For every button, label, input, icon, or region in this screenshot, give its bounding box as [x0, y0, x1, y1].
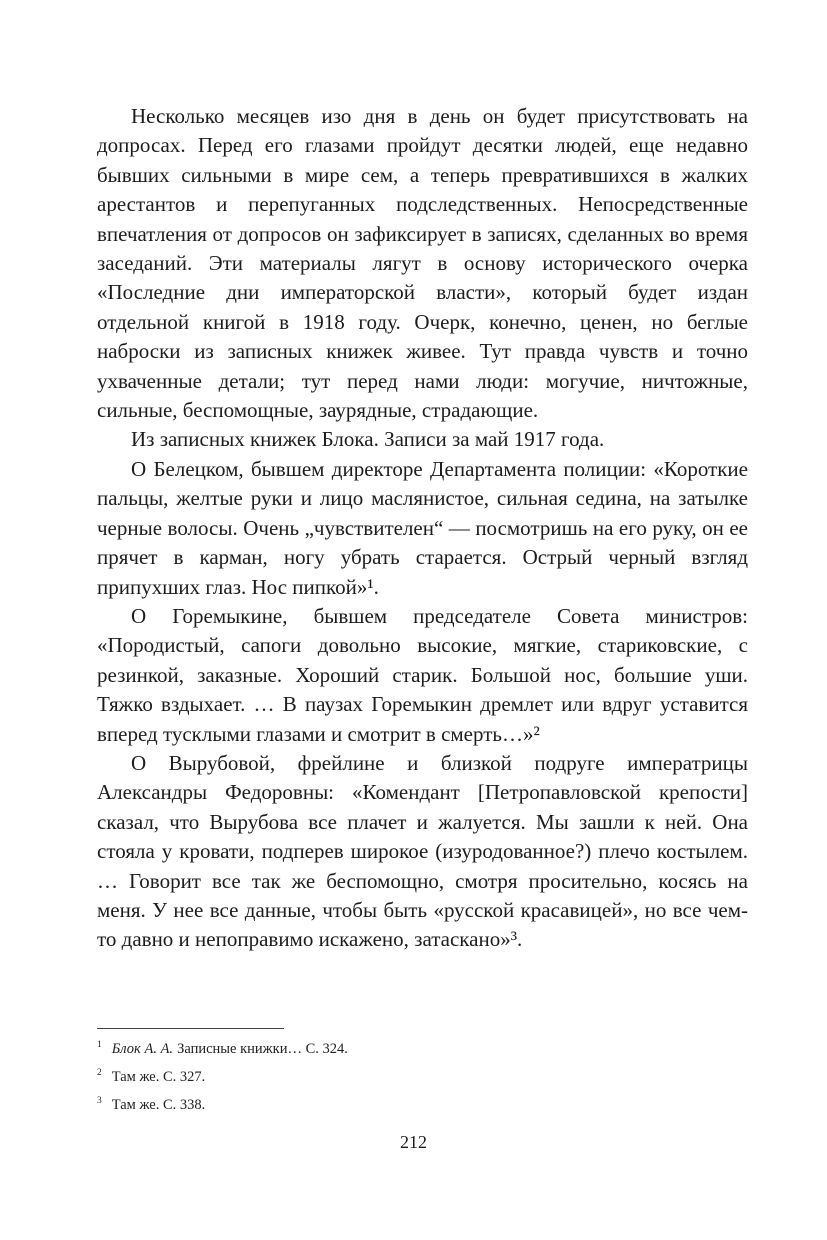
- footnote: [97, 1068, 748, 1087]
- body-text: [97, 102, 748, 955]
- footnotes-section: [97, 1028, 748, 1124]
- footnote-marker: 2: [97, 1068, 102, 1079]
- page-number: 212: [400, 1132, 427, 1152]
- paragraph: О Белецком, бывшем директоре Департамента полиции: «Короткие пальцы, желтые руки и лицо маслянистое, сильная седина, на затылке черные волосы. Очень „чувствителен“ — посмотришь на его руку, он ее прячет в карман, ногу убрать старается. Острый черный взгляд припухших глаз. Нос пипкой»¹.: [97, 456, 748, 599]
- footnote: [97, 1040, 748, 1059]
- footnote: [97, 1096, 748, 1115]
- paragraph: Несколько месяцев изо дня в день он будет присутствовать на допросах. Перед его глазами пройдут десятки людей, еще недавно бывших сильными в мире сем, а теперь превратившихся в жалких арестантов и перепуганных подследственных. Непосредственные впечатления от допросов он зафиксирует в записях, сделанных во время заседаний. Эти материалы лягут в основу исторического очерка «Последние дни императорской власти», который будет издан отдельной книгой в 1918 году. Очерк, конечно, ценен, но беглые наброски из записных книжек живее. Тут правда чувств и точно ухваченные детали; тут перед нами люди: могучие, ничтожные, сильные, беспомощные, заурядные, страдающие.: [97, 104, 748, 423]
- footnote-marker: 1: [97, 1040, 102, 1051]
- paragraph: О Горемыкине, бывшем председателе Совета министров: «Породистый, сапоги довольно высокие, мягкие, стариковские, с резинкой, заказные. Хороший старик. Большой нос, большие уши. Тяжко вздыхает. … В паузах Горемыкин дремлет или вдруг уставится вперед тусклыми глазами и смотрит в смерть…»²: [97, 603, 748, 746]
- footnote-text: Там же. С. 338.: [111, 1097, 206, 1113]
- footnote-text: Записные книжки… С. 324.: [177, 1041, 348, 1057]
- paragraph: О Вырубовой, фрейлине и близкой подруге императрицы Александры Федоровны: «Комендант [Петропавловской крепости] сказал, что Вырубова все плачет и жалуется. Мы зашли к ней. Она стояла у кровати, подперев широкое (изуродованное?) плечо костылем. … Говорит все так же беспомощно, смотря просительно, косясь на меня. У нее все данные, чтобы быть «русской красавицей», но все чем-то давно и непоправимо искажено, затаскано»³.: [97, 750, 748, 952]
- footnote-text: Там же. С. 327.: [111, 1069, 206, 1085]
- footnote-divider: [97, 1028, 284, 1029]
- paragraph: Из записных книжек Блока. Записи за май 1917 года.: [131, 427, 605, 452]
- footnote-marker: 3: [97, 1096, 102, 1107]
- footnote-author: Блок А. А.: [111, 1041, 174, 1057]
